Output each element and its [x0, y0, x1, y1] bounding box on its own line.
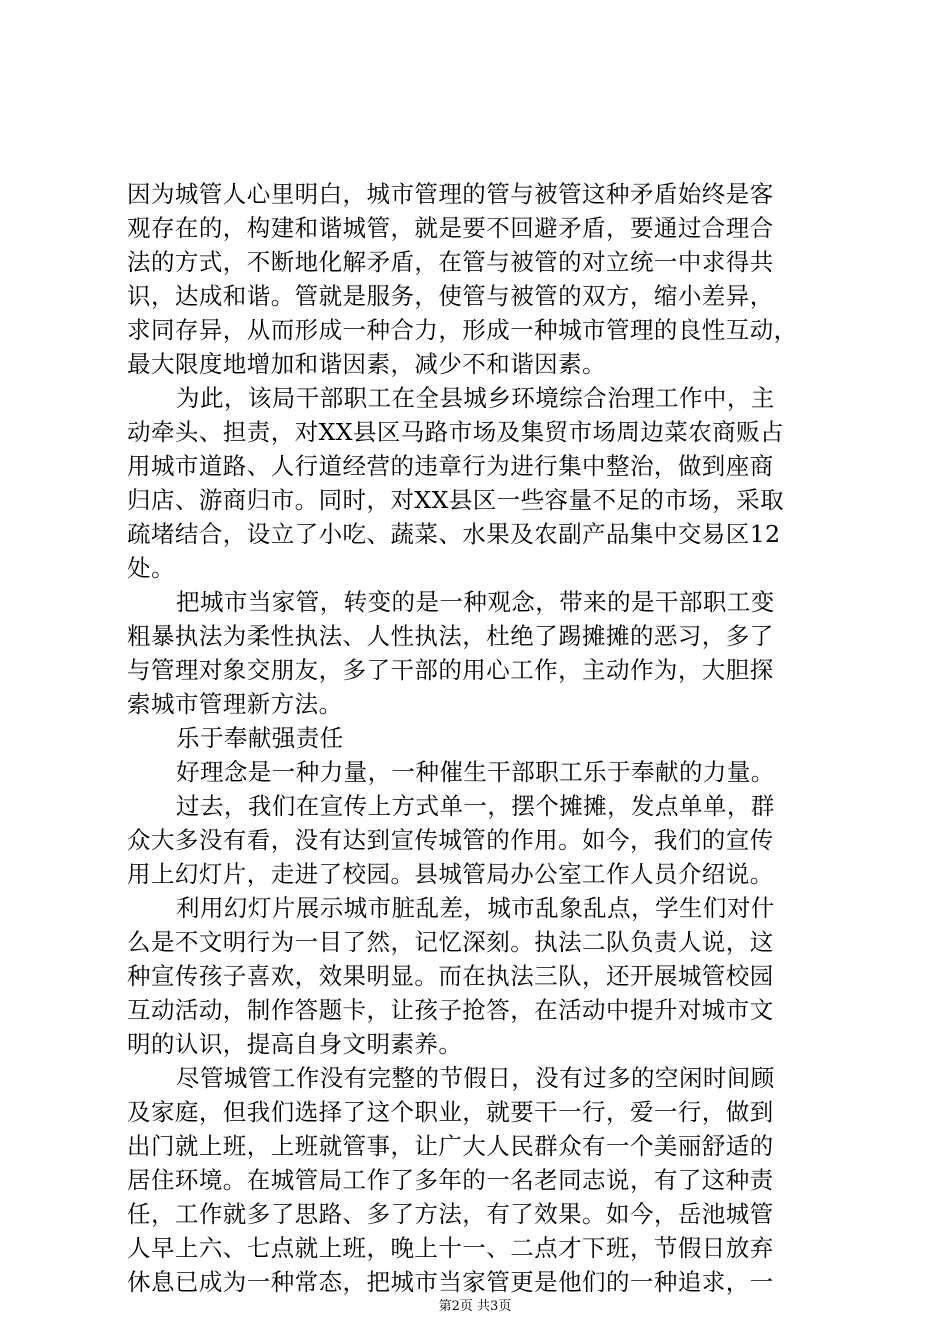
text-line: 因为城管人心里明白，城市管理的管与被管这种矛盾始终是客	[127, 180, 774, 208]
text-line: 用上幻灯片，走进了校园。县城管局办公室工作人员介绍说。	[127, 860, 774, 888]
text-line: 求同存异，从而形成一种合力，形成一种城市管理的良性互动，	[127, 316, 798, 344]
text-line: 过去，我们在宣传上方式单一，摆个摊摊，发点单单，群	[176, 792, 775, 820]
text-line: 为此，该局干部职工在全县城乡环境综合治理工作中，主	[176, 384, 775, 412]
text-line: 把城市当家管，转变的是一种观念，带来的是干部职工变	[176, 588, 775, 616]
text-line: 法的方式，不断地化解矛盾，在管与被管的对立统一中求得共	[127, 248, 774, 276]
text-line: 任，工作就多了思路、多了方法，有了效果。如今，岳池城管	[127, 1200, 774, 1228]
text-line: 与管理对象交朋友，多了干部的用心工作，主动作为，大胆探	[127, 656, 774, 684]
text-line: 粗暴执法为柔性执法、人性执法，杜绝了踢摊摊的恶习，多了	[127, 622, 774, 650]
page-footer: 第2页 共3页	[438, 1299, 512, 1314]
text-line: 及家庭，但我们选择了这个职业，就要干一行，爱一行，做到	[127, 1098, 774, 1126]
text-line: 居住环境。在城管局工作了多年的一名老同志说，有了这种责	[127, 1166, 774, 1194]
text-line: 好理念是一种力量，一种催生干部职工乐于奉献的力量。	[176, 758, 775, 786]
text-line: 利用幻灯片展示城市脏乱差，城市乱象乱点，学生们对什	[176, 894, 775, 922]
text-line: 出门就上班，上班就管事，让广大人民群众有一个美丽舒适的	[127, 1132, 774, 1160]
text-line: 疏堵结合，设立了小吃、蔬菜、水果及农副产品集中交易区12	[127, 520, 781, 548]
text-line: 处。	[127, 554, 175, 582]
text-line: 明的认识，提高自身文明素养。	[127, 1030, 463, 1058]
section-heading: 乐于奉献强责任	[176, 724, 344, 752]
text-line: 识，达成和谐。管就是服务，使管与被管的双方，缩小差异，	[127, 282, 774, 310]
text-line: 么是不文明行为一目了然，记忆深刻。执法二队负责人说，这	[127, 928, 774, 956]
text-line: 归店、游商归市。同时，对XX县区一些容量不足的市场，采取	[127, 486, 785, 514]
text-line: 人早上六、七点就上班，晚上十一、二点才下班，节假日放弃	[127, 1234, 774, 1262]
text-line: 种宣传孩子喜欢，效果明显。而在执法三队，还开展城管校园	[127, 962, 774, 990]
text-line: 众大多没有看，没有达到宣传城管的作用。如今，我们的宣传	[127, 826, 774, 854]
text-line: 休息已成为一种常态，把城市当家管更是他们的一种追求，一	[127, 1268, 774, 1296]
text-line: 用城市道路、人行道经营的违章行为进行集中整治，做到座商	[127, 452, 774, 480]
text-line: 互动活动，制作答题卡，让孩子抢答，在活动中提升对城市文	[127, 996, 774, 1024]
text-line: 索城市管理新方法。	[127, 690, 343, 718]
text-line: 最大限度地增加和谐因素，减少不和谐因素。	[127, 350, 606, 378]
text-line: 观存在的，构建和谐城管，就是要不回避矛盾，要通过合理合	[127, 214, 774, 242]
text-line: 尽管城管工作没有完整的节假日，没有过多的空闲时间顾	[176, 1064, 775, 1092]
text-line: 动牵头、担责，对XX县区马路市场及集贸市场周边菜农商贩占	[127, 418, 785, 446]
